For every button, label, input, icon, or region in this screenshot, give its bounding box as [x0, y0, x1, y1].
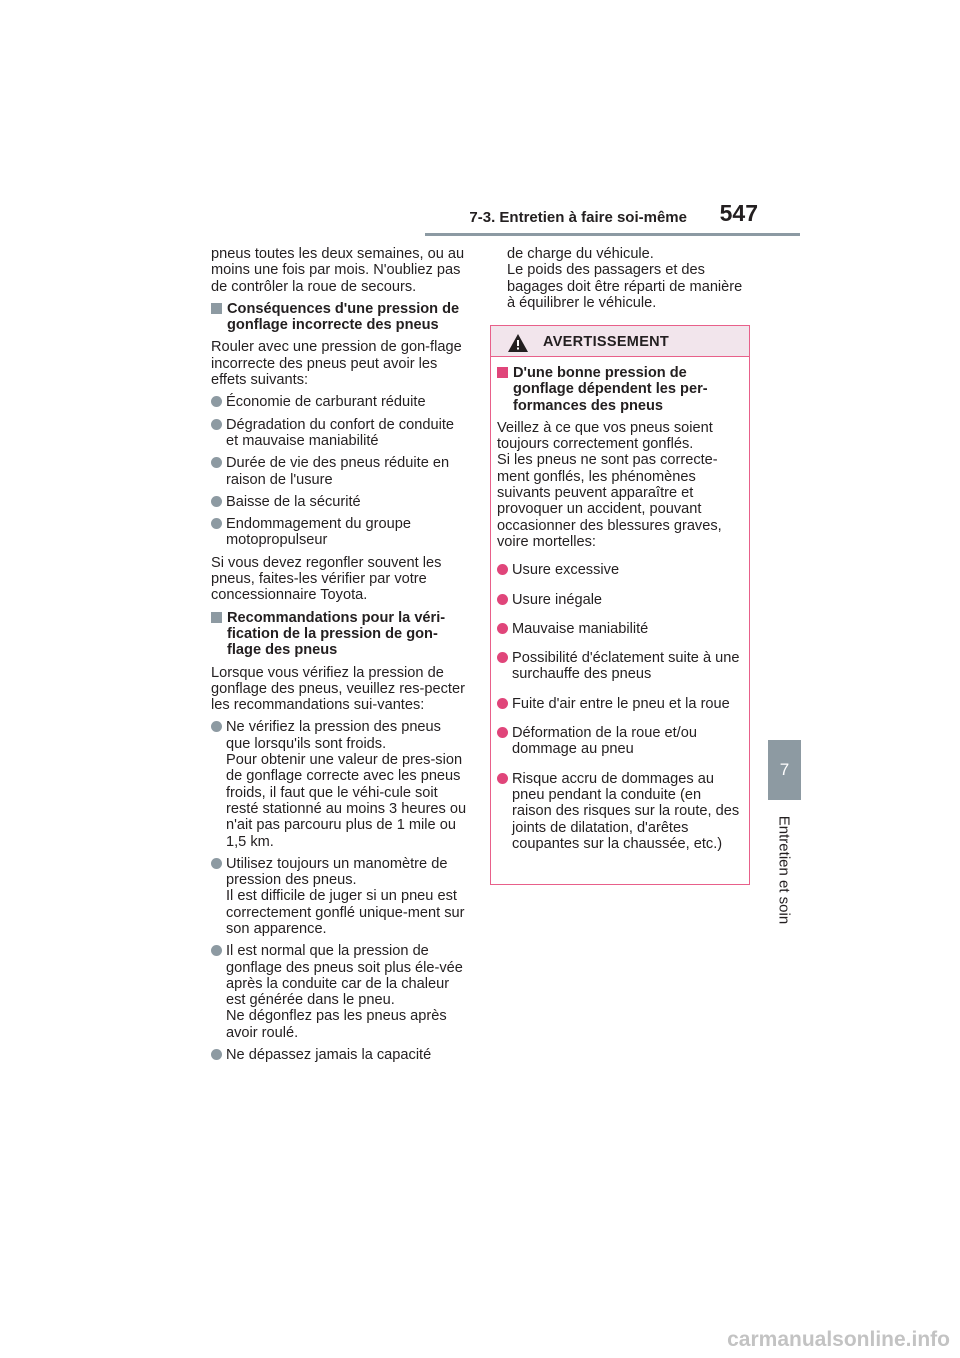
chapter-tab: 7 — [768, 740, 801, 800]
round-bullet-icon — [211, 396, 222, 407]
round-bullet-icon — [497, 773, 508, 784]
header-rule — [425, 233, 800, 236]
heading-recommendations: Recommandations pour la véri-fication de la pression de gon-flage des pneus — [211, 610, 469, 659]
warning-list-item: Déformation de la roue et/ou dommage au pneu — [497, 725, 743, 758]
list-item: Utilisez toujours un manomètre de pression des pneus. Il est difficile de juger si un pneu est correctement gonflé unique-ment sur son apparence. — [211, 856, 469, 937]
page-number: 547 — [719, 200, 758, 226]
continued-text: de charge du véhicule. — [507, 246, 654, 262]
warning-list-item: Mauvaise maniabilité — [497, 621, 743, 637]
page-header — [0, 200, 800, 236]
warning-list-item: Possibilité d'éclatement suite à une surchauffe des pneus — [497, 650, 743, 683]
round-bullet-icon — [497, 652, 508, 663]
list-item: Il est normal que la pression de gonflage des pneus soit plus éle-vée après la conduite car de la chaleur est générée dans le pneu. Ne dégonflez pas les pneus après avoir roulé. — [211, 943, 469, 1041]
round-bullet-icon — [211, 1049, 222, 1060]
list-item: Durée de vie des pneus réduite en raison de l'usure — [211, 455, 469, 488]
warning-box — [490, 325, 750, 885]
continued-text: Le poids des passagers et des bagages doit être réparti de manière à équilibrer le véhicule. — [507, 262, 743, 311]
round-bullet-icon — [211, 496, 222, 507]
list-item: Dégradation du confort de conduite et mauvaise maniabilité — [211, 417, 469, 450]
paragraph: Lorsque vous vérifiez la pression de gonflage des pneus, veuillez res-pecter les recommandations sui-vantes: — [211, 664, 465, 714]
round-bullet-icon — [211, 945, 222, 956]
warning-paragraph: Veillez à ce que vos pneus soient toujours correctement gonflés. Si les pneus ne sont pas correcte-ment gonflés, les phénomènes suivants peuvent apparaître et provoquer un accident, pouvant occasionner des blessures graves, voire mortelles: — [497, 419, 722, 550]
right-column — [507, 246, 752, 311]
round-bullet-icon — [497, 698, 508, 709]
square-bullet-icon — [211, 612, 222, 623]
paragraph: Si vous devez regonfler souvent les pneus, faites-les vérifier par votre concessionnaire Toyota. — [211, 554, 442, 604]
round-bullet-icon — [211, 457, 222, 468]
round-bullet-icon — [497, 623, 508, 634]
round-bullet-icon — [497, 727, 508, 738]
warning-heading: D'une bonne pression de gonflage dépendent les per-formances des pneus — [497, 365, 743, 414]
warning-header — [491, 326, 749, 357]
chapter-label: Entretien et soin — [775, 815, 793, 925]
paragraph: Rouler avec une pression de gon-flage incorrecte des pneus peut avoir les effets suivants: — [211, 339, 462, 389]
round-bullet-icon — [497, 564, 508, 575]
list-item: Ne dépassez jamais la capacité — [211, 1047, 469, 1063]
square-bullet-icon — [211, 303, 222, 314]
warning-title: AVERTISSEMENT — [543, 334, 670, 350]
warning-list-item: Usure excessive — [497, 562, 743, 578]
warning-list-item: Risque accru de dommages au pneu pendant la conduite (en raison des risques sur la route, des joints de dilatation, d'arêtes coupantes sur la chaussée, etc.) — [497, 771, 743, 852]
round-bullet-icon — [211, 419, 222, 430]
section-title: 7-3. Entretien à faire soi-même — [469, 209, 687, 226]
list-item: Endommagement du groupe motopropulseur — [211, 516, 469, 549]
round-bullet-icon — [211, 721, 222, 732]
warning-body — [491, 357, 749, 852]
warning-list-item: Usure inégale — [497, 592, 743, 608]
heading-consequences: Conséquences d'une pression de gonflage incorrecte des pneus — [211, 301, 469, 334]
list-item: Ne vérifiez la pression des pneus que lorsqu'ils sont froids. Pour obtenir une valeur de pres-sion de gonflage correcte avec les pneus froids, il faut que le véhi-cule soit resté stationné au moins 3 heures ou n'ait pas parcouru plus de 1 mile ou 1,5 km. — [211, 719, 469, 849]
watermark: carmanualsonline.info — [727, 1328, 950, 1351]
round-bullet-icon — [497, 594, 508, 605]
warning-list-item: Fuite d'air entre le pneu et la roue — [497, 696, 743, 712]
warning-triangle-icon — [508, 334, 528, 352]
list-item: Économie de carburant réduite — [211, 394, 469, 410]
round-bullet-icon — [211, 518, 222, 529]
list-item: Baisse de la sécurité — [211, 494, 469, 510]
square-bullet-icon — [497, 367, 508, 378]
intro-text: pneus toutes les deux semaines, ou au moins une fois par mois. N'oubliez pas de contrôler la roue de secours. — [211, 246, 465, 295]
round-bullet-icon — [211, 858, 222, 869]
left-column — [211, 246, 469, 1069]
